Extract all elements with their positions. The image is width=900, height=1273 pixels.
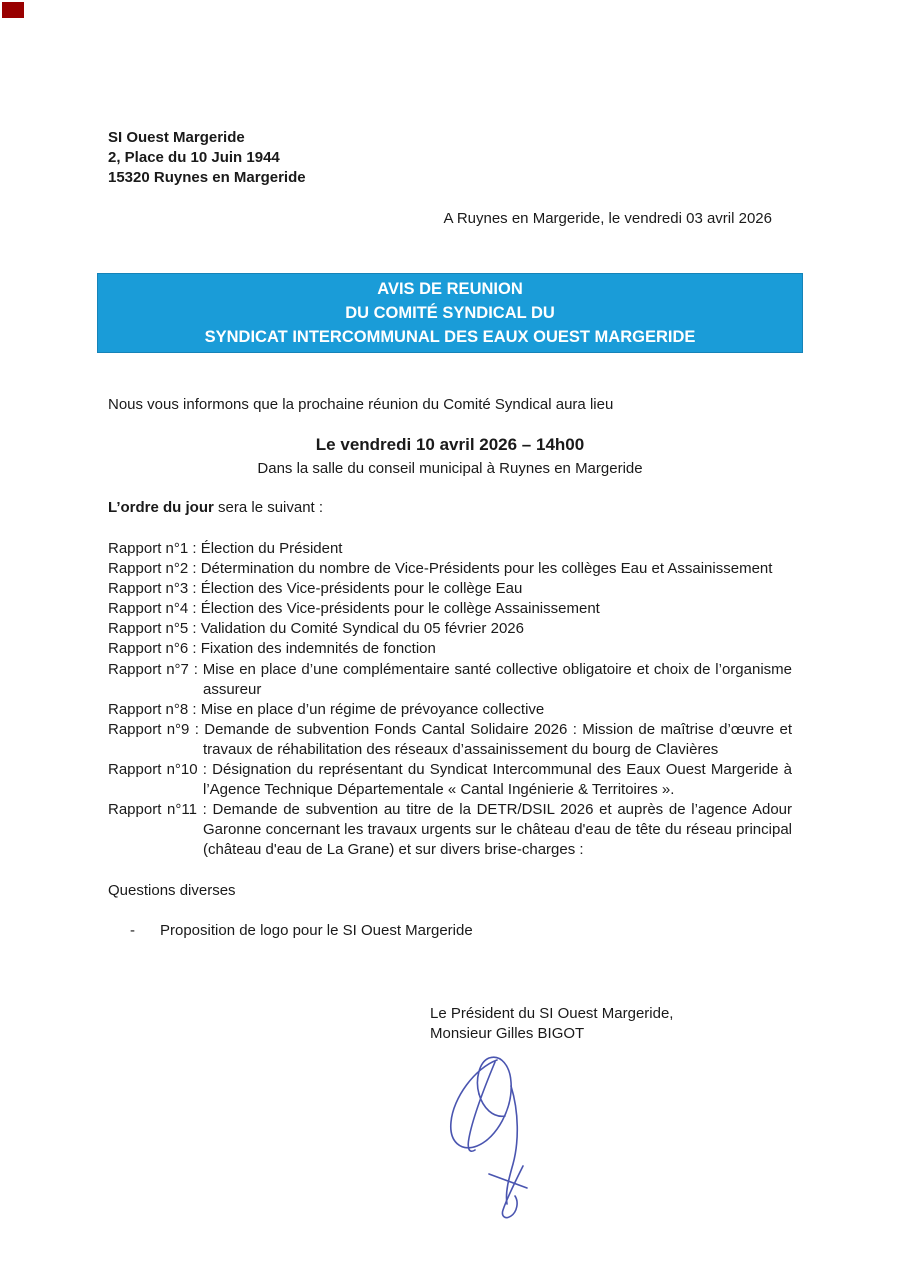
sender-address-block: [108, 128, 306, 188]
notice-banner: [97, 273, 803, 353]
agenda-item-10: Rapport n°10 : Désignation du représentant du Syndicat Intercommunal des Eaux Ouest Margeride à l’Agence Technique Départementale « Cantal Ingénierie & Territoires ».: [108, 761, 792, 799]
sender-name: SI Ouest Margeride: [108, 129, 245, 146]
signature-title-line: Le Président du SI Ouest Margeride,: [430, 1005, 674, 1022]
agenda-item-2: Rapport n°2 : Détermination du nombre de Vice-Présidents pour les collèges Eau et Assainissement: [108, 560, 773, 578]
corner-mark: [2, 2, 24, 18]
agenda-intro-bold: L’ordre du jour: [108, 499, 214, 516]
questions-item-text: Proposition de logo pour le SI Ouest Margeride: [160, 922, 473, 939]
agenda-item-7: Rapport n°7 : Mise en place d’une complémentaire santé collective obligatoire et choix de l’organisme assureur: [108, 660, 792, 698]
sender-address-line1: 2, Place du 10 Juin 1944: [108, 149, 280, 166]
meeting-datetime: Le vendredi 10 avril 2026 – 14h00: [315, 435, 585, 454]
meeting-location: Dans la salle du conseil municipal à Ruynes en Margeride: [257, 460, 643, 477]
agenda-item-3: Rapport n°3 : Élection des Vice-présidents pour le collège Eau: [108, 580, 523, 598]
banner-line-3: SYNDICAT INTERCOMMUNAL DES EAUX OUEST MARGERIDE: [204, 328, 696, 346]
banner-line-2: DU COMITÉ SYNDICAL DU: [345, 304, 555, 322]
agenda-item-11: Rapport n°11 : Demande de subvention au titre de la DETR/DSIL 2026 et auprès de l’agence Adour Garonne concernant les travaux urgents sur le château d'eau de tête du réseau principal (château d'eau de La Grane) et sur divers brise-charges :: [108, 801, 792, 859]
agenda-list: [108, 539, 792, 861]
agenda-item-8: Rapport n°8 : Mise en place d’un régime de prévoyance collective: [108, 700, 545, 718]
intro-paragraph: Nous vous informons que la prochaine réunion du Comité Syndical aura lieu: [108, 396, 614, 413]
questions-item-1: [130, 922, 473, 939]
sender-address-line2: 15320 Ruynes en Margeride: [108, 169, 306, 186]
dash-bullet: -: [130, 922, 135, 939]
agenda-item-5: Rapport n°5 : Validation du Comité Syndical du 05 février 2026: [108, 620, 524, 638]
signature-ink: [435, 1046, 565, 1230]
signature-name-line: Monsieur Gilles BIGOT: [430, 1025, 585, 1042]
agenda-item-4: Rapport n°4 : Élection des Vice-présidents pour le collège Assainissement: [108, 600, 600, 618]
dateline: A Ruynes en Margeride, le vendredi 03 avril 2026: [443, 210, 772, 227]
signature-block: [430, 1004, 673, 1044]
banner-line-1: AVIS DE REUNION: [377, 280, 523, 298]
agenda-item-6: Rapport n°6 : Fixation des indemnités de fonction: [108, 640, 436, 658]
questions-diverses-title: Questions diverses: [108, 882, 236, 899]
agenda-intro-rest: sera le suivant :: [213, 499, 324, 516]
agenda-item-9: Rapport n°9 : Demande de subvention Fonds Cantal Solidaire 2026 : Mission de maîtrise d’œuvre et travaux de réhabilitation des réseaux d’assainissement du bourg de Clavières: [108, 720, 792, 758]
agenda-intro: [108, 499, 792, 516]
agenda-item-1: Rapport n°1 : Élection du Président: [108, 540, 343, 557]
